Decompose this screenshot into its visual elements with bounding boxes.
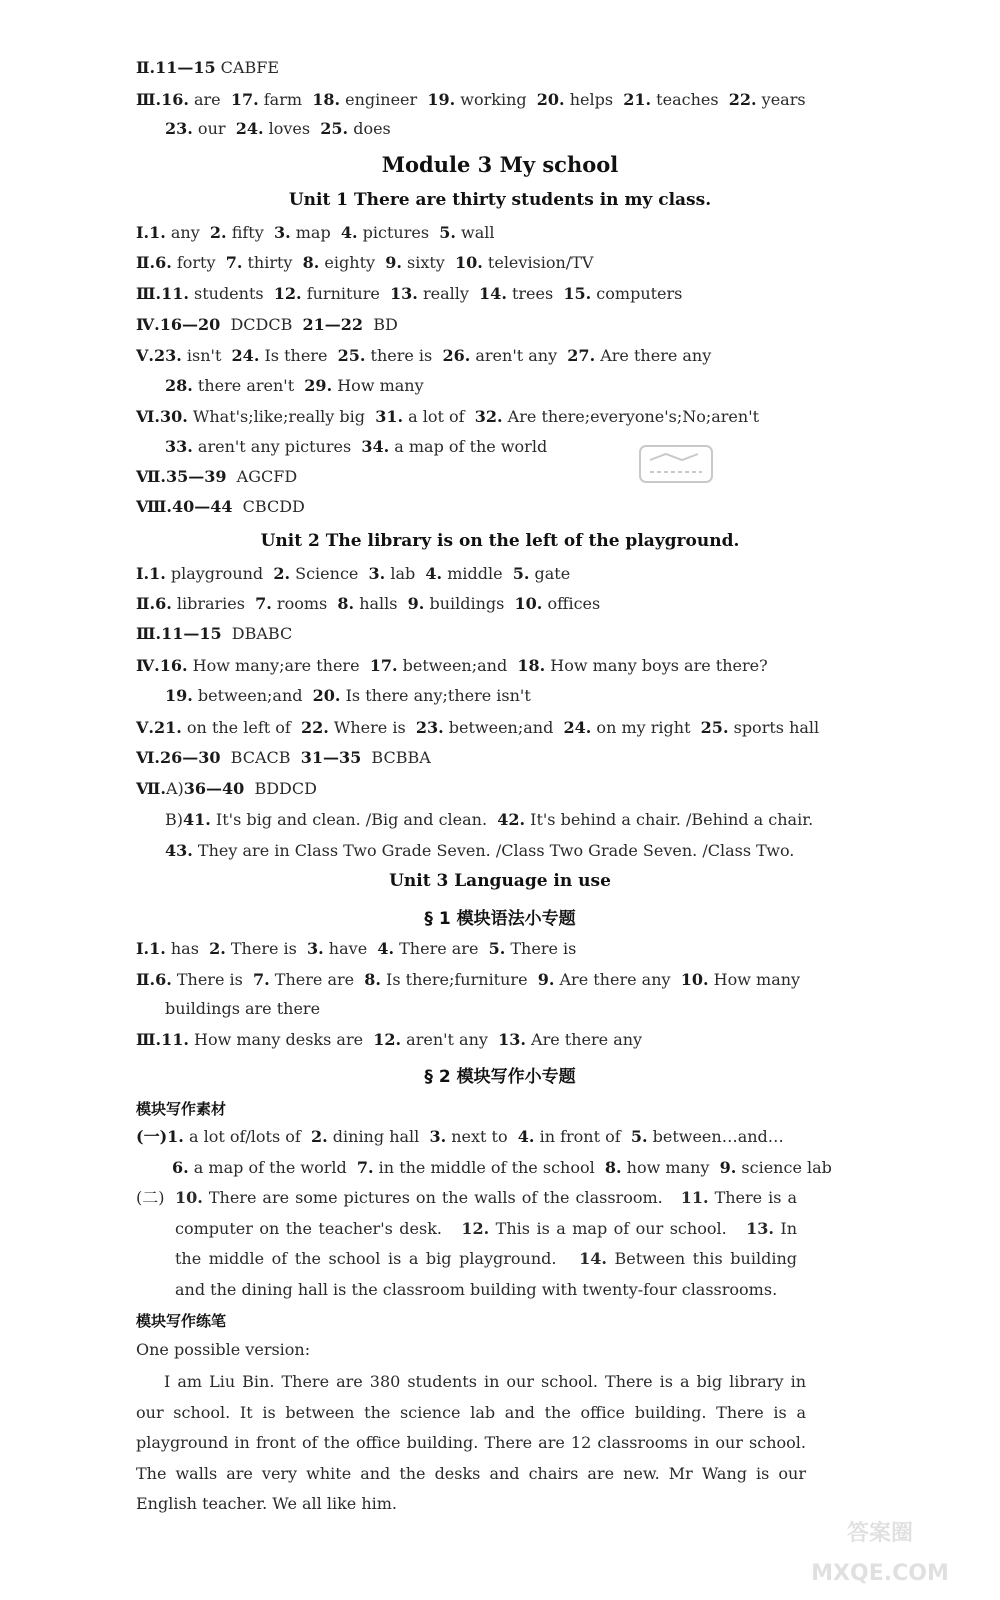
question-number: 4. bbox=[340, 223, 358, 242]
question-number: 26—30 bbox=[159, 748, 221, 767]
answer-text: playground bbox=[165, 564, 274, 583]
answer-line bbox=[136, 779, 317, 799]
question-number: 25. bbox=[700, 718, 729, 737]
answer-text: have bbox=[323, 939, 378, 958]
question-number: 30. bbox=[159, 407, 188, 426]
answer-text: halls bbox=[354, 594, 408, 613]
answer-text: aren't any bbox=[401, 1030, 499, 1049]
question-number: 23. bbox=[153, 346, 182, 365]
question-number: 36—40 bbox=[183, 779, 245, 798]
question-number: 17. bbox=[369, 656, 398, 675]
question-number: 23. bbox=[165, 119, 193, 138]
answer-text: Is there bbox=[259, 346, 338, 365]
section-numeral: Ⅱ. bbox=[136, 594, 156, 613]
section-numeral: (一) bbox=[136, 1127, 168, 1146]
question-number: 6. bbox=[155, 594, 172, 613]
answer-text: There are some pictures on the walls of the classroom. bbox=[202, 1188, 681, 1207]
module-title: Module 3 My school bbox=[381, 152, 619, 177]
section-numeral: Ⅶ. bbox=[136, 467, 166, 486]
question-number: 31—35 bbox=[300, 748, 362, 767]
answer-line bbox=[136, 939, 576, 959]
answer-text: pictures bbox=[357, 223, 440, 242]
answer-line bbox=[165, 841, 794, 861]
answer-line bbox=[136, 315, 398, 335]
answer-text: There is bbox=[171, 970, 253, 989]
answer-line bbox=[136, 748, 431, 768]
question-number: 19. bbox=[165, 686, 193, 705]
answer-text: helps bbox=[564, 90, 624, 109]
answer-text: Is there;furniture bbox=[380, 970, 538, 989]
question-number: 41. bbox=[183, 810, 211, 829]
answer-text: on the left of bbox=[181, 718, 301, 737]
question-number: 14. bbox=[479, 284, 507, 303]
answer-text: A) bbox=[165, 779, 184, 798]
question-number: 3. bbox=[429, 1127, 447, 1146]
question-number: 32. bbox=[474, 407, 503, 426]
question-number: 21—22 bbox=[302, 315, 364, 334]
answer-line bbox=[136, 58, 279, 78]
answer-line bbox=[165, 686, 531, 706]
answer-line bbox=[136, 346, 711, 366]
question-number: 18. bbox=[517, 656, 546, 675]
question-number: 40—44 bbox=[171, 497, 233, 516]
section-numeral: Ⅶ. bbox=[136, 779, 166, 798]
answer-text: has bbox=[165, 939, 210, 958]
question-number: 16—20 bbox=[159, 315, 221, 334]
answer-line bbox=[136, 284, 682, 304]
question-number: 8. bbox=[604, 1158, 622, 1177]
answer-text: CABFE bbox=[215, 58, 280, 77]
answer-line bbox=[136, 656, 768, 676]
question-number: 19. bbox=[427, 90, 456, 109]
answer-text: science lab bbox=[736, 1158, 832, 1177]
question-number: 34. bbox=[361, 437, 390, 456]
answer-text: BCACB bbox=[220, 748, 301, 767]
question-number: 16. bbox=[159, 656, 188, 675]
section2-title: § 2 模块写作小专题 bbox=[424, 1067, 576, 1087]
answer-text: buildings are there bbox=[165, 999, 321, 1018]
question-number: 2. bbox=[209, 939, 226, 958]
answer-text: students bbox=[188, 284, 274, 303]
question-number: 5. bbox=[630, 1127, 648, 1146]
question-number: 13. bbox=[498, 1030, 526, 1049]
answer-text: There is a computer on the teacher's desk. bbox=[175, 1188, 803, 1238]
answer-text: offices bbox=[542, 594, 601, 613]
question-number: 11—15 bbox=[161, 624, 222, 643]
question-number: 5. bbox=[512, 564, 530, 583]
answer-text: It's behind a chair. /Behind a chair. bbox=[525, 810, 814, 829]
answer-text: loves bbox=[263, 119, 321, 138]
question-number: 6. bbox=[172, 1158, 189, 1177]
answer-text: there is bbox=[365, 346, 443, 365]
question-number: 8. bbox=[337, 594, 355, 613]
question-number: 12. bbox=[461, 1218, 490, 1238]
question-number: 31. bbox=[375, 407, 404, 426]
answer-text: libraries bbox=[171, 594, 256, 613]
answer-line bbox=[165, 119, 391, 139]
question-number: 5. bbox=[439, 223, 456, 242]
question-number: 7. bbox=[255, 594, 272, 613]
answer-line bbox=[136, 223, 494, 243]
answer-text: BD bbox=[363, 315, 398, 334]
question-number: 4. bbox=[425, 564, 443, 583]
version-label: One possible version: bbox=[136, 1340, 311, 1359]
section-numeral: Ⅳ. bbox=[136, 315, 160, 334]
answer-text: Are there any bbox=[525, 1030, 643, 1049]
question-number: 9. bbox=[537, 970, 555, 989]
question-number: 10. bbox=[514, 594, 543, 613]
answer-text: between;and bbox=[192, 686, 313, 705]
question-number: 26. bbox=[442, 346, 471, 365]
answer-text: farm bbox=[258, 90, 313, 109]
answer-text: eighty bbox=[319, 253, 386, 272]
answer-text: How many boys are there? bbox=[545, 656, 768, 675]
question-number: 1. bbox=[149, 939, 166, 958]
section-numeral: Ⅰ. bbox=[136, 223, 150, 242]
question-number: 21. bbox=[623, 90, 652, 109]
answer-line bbox=[165, 999, 320, 1019]
question-number: 9. bbox=[385, 253, 402, 272]
section-numeral: Ⅱ. bbox=[136, 253, 156, 272]
question-number: 16. bbox=[161, 90, 189, 109]
answer-text: aren't any bbox=[470, 346, 568, 365]
answer-line bbox=[136, 718, 819, 738]
section-numeral: Ⅷ. bbox=[136, 497, 172, 516]
section-numeral: Ⅰ. bbox=[136, 564, 150, 583]
question-number: 29. bbox=[304, 376, 333, 395]
question-number: 6. bbox=[155, 253, 172, 272]
question-number: 11. bbox=[161, 284, 189, 303]
question-number: 24. bbox=[235, 119, 264, 138]
answer-text: Are there;everyone's;No;aren't bbox=[502, 407, 760, 426]
answer-text: There are bbox=[269, 970, 365, 989]
answer-text: how many bbox=[621, 1158, 720, 1177]
question-number: 12. bbox=[373, 1030, 402, 1049]
question-number: 18. bbox=[312, 90, 341, 109]
section1-title: § 1 模块语法小专题 bbox=[424, 909, 576, 929]
answer-text: They are in Class Two Grade Seven. /Class Two Grade Seven. /Class Two. bbox=[192, 841, 795, 860]
section-numeral: Ⅲ. bbox=[136, 624, 162, 643]
section-numeral: Ⅰ. bbox=[136, 939, 150, 958]
question-number: 7. bbox=[225, 253, 243, 272]
unit2-title: Unit 2 The library is on the left of the playground. bbox=[260, 531, 740, 551]
unit3-title: Unit 3 Language in use bbox=[389, 871, 611, 891]
answer-text: Between this building and the dining hall is the classroom building with twenty-four classrooms. bbox=[175, 1249, 803, 1299]
answer-text: sports hall bbox=[728, 718, 820, 737]
answer-text: any bbox=[165, 223, 210, 242]
watermark-logo-text: 答案圈 bbox=[846, 1521, 914, 1546]
question-number: 15. bbox=[563, 284, 592, 303]
question-number: 4. bbox=[517, 1127, 535, 1146]
answer-text: DBABC bbox=[221, 624, 293, 643]
answer-text: It's big and clean. /Big and clean. bbox=[210, 810, 498, 829]
question-number: 43. bbox=[165, 841, 193, 860]
question-number: 13. bbox=[390, 284, 418, 303]
answer-text: aren't any pictures bbox=[192, 437, 362, 456]
question-number: 11—15 bbox=[155, 58, 216, 77]
answer-text: Are there any bbox=[595, 346, 712, 365]
practice-heading: 模块写作练笔 bbox=[136, 1312, 227, 1330]
question-number: 27. bbox=[567, 346, 596, 365]
answer-text: middle bbox=[442, 564, 513, 583]
answer-text: lab bbox=[385, 564, 426, 583]
answer-text: really bbox=[417, 284, 480, 303]
answer-text: engineer bbox=[340, 90, 428, 109]
question-number: 24. bbox=[563, 718, 592, 737]
answer-line bbox=[136, 467, 297, 487]
answer-text: our bbox=[192, 119, 236, 138]
answer-text: on my right bbox=[591, 718, 701, 737]
question-number: 8. bbox=[364, 970, 381, 989]
answer-text: How many bbox=[708, 970, 801, 989]
answer-text: television/TV bbox=[482, 253, 594, 272]
essay-text: I am Liu Bin. There are 380 students in our school. There is a big library in our school. It is between the science lab and the office building. There is a playground in front of the office building. There are 12 classrooms in our school. The walls are very white and the desks and chairs are new. Mr Wang is our English teacher. We all like him. bbox=[136, 1372, 806, 1513]
answer-text: a lot of bbox=[403, 407, 475, 426]
answer-text: How many desks are bbox=[188, 1030, 374, 1049]
answer-line bbox=[165, 376, 424, 396]
question-number: 2. bbox=[310, 1127, 328, 1146]
answer-text: gate bbox=[529, 564, 571, 583]
answer-text: Are there any bbox=[554, 970, 681, 989]
question-number: 20. bbox=[312, 686, 341, 705]
answer-text: next to bbox=[446, 1127, 518, 1146]
answer-text: There is bbox=[225, 939, 308, 958]
section-numeral: Ⅲ. bbox=[136, 1030, 162, 1049]
answer-text: in the middle of the school bbox=[373, 1158, 605, 1177]
answer-line bbox=[136, 253, 593, 273]
material-paragraph bbox=[175, 1183, 803, 1305]
question-number: 11. bbox=[680, 1188, 709, 1207]
answer-text: years bbox=[756, 90, 806, 109]
answer-text: There is bbox=[505, 939, 577, 958]
question-number: 22. bbox=[300, 718, 329, 737]
question-number: 25. bbox=[320, 119, 349, 138]
answer-text: map bbox=[290, 223, 341, 242]
material-para-label: (二) bbox=[136, 1188, 165, 1207]
answer-text: BDDCD bbox=[244, 779, 317, 798]
answer-line bbox=[136, 1127, 784, 1147]
answer-text: buildings bbox=[424, 594, 515, 613]
answer-text: a map of the world bbox=[188, 1158, 357, 1177]
answer-text: isn't bbox=[181, 346, 232, 365]
question-number: 33. bbox=[165, 437, 193, 456]
answer-text: This is a map of our school. bbox=[489, 1218, 747, 1238]
question-number: 17. bbox=[230, 90, 259, 109]
question-number: 3. bbox=[273, 223, 291, 242]
answer-text: thirty bbox=[242, 253, 303, 272]
answer-text: a map of the world bbox=[389, 437, 548, 456]
answer-text: between…and… bbox=[647, 1127, 784, 1146]
question-number: 12. bbox=[273, 284, 302, 303]
answer-text: in front of bbox=[534, 1127, 631, 1146]
section-numeral: Ⅵ. bbox=[136, 407, 160, 426]
answer-text: dining hall bbox=[327, 1127, 430, 1146]
section-numeral: Ⅱ. bbox=[136, 58, 156, 77]
section-numeral: Ⅲ. bbox=[136, 90, 162, 109]
answer-text: sixty bbox=[401, 253, 455, 272]
question-number: 8. bbox=[302, 253, 320, 272]
watermark-text: MXQE.COM bbox=[811, 1561, 949, 1586]
answer-text: fifty bbox=[226, 223, 274, 242]
question-number: 10. bbox=[175, 1188, 203, 1207]
question-number: 1. bbox=[149, 223, 166, 242]
answer-line bbox=[136, 407, 759, 427]
section-numeral: Ⅴ. bbox=[136, 718, 154, 737]
section-numeral: Ⅳ. bbox=[136, 656, 160, 675]
question-number: 5. bbox=[488, 939, 506, 958]
answer-text: B) bbox=[165, 810, 183, 829]
answer-text: teaches bbox=[651, 90, 729, 109]
watermark-logo-icon bbox=[780, 1502, 980, 1592]
answer-text: How many bbox=[332, 376, 424, 395]
question-number: 7. bbox=[253, 970, 270, 989]
question-number: 28. bbox=[165, 376, 193, 395]
answer-text: trees bbox=[506, 284, 564, 303]
answer-text: a lot of/lots of bbox=[183, 1127, 311, 1146]
answer-line bbox=[136, 564, 570, 584]
question-number: 23. bbox=[415, 718, 444, 737]
question-number: 10. bbox=[680, 970, 709, 989]
section-numeral: Ⅱ. bbox=[136, 970, 156, 989]
answer-text: BCBBA bbox=[361, 748, 431, 767]
question-number: 42. bbox=[497, 810, 526, 829]
answer-text: are bbox=[188, 90, 231, 109]
section-numeral: Ⅴ. bbox=[136, 346, 154, 365]
question-number: 24. bbox=[231, 346, 260, 365]
answer-line bbox=[136, 594, 600, 614]
answer-line bbox=[136, 1030, 642, 1050]
answer-text: Science bbox=[290, 564, 369, 583]
question-number: 3. bbox=[368, 564, 386, 583]
section-numeral: Ⅵ. bbox=[136, 748, 160, 767]
answer-text: DCDCB bbox=[220, 315, 303, 334]
answer-line bbox=[165, 437, 547, 457]
material-heading: 模块写作素材 bbox=[136, 1100, 227, 1118]
answer-text: What's;like;really big bbox=[187, 407, 376, 426]
question-number: 3. bbox=[307, 939, 324, 958]
answer-text: In the middle of the school is a big playground. bbox=[175, 1218, 803, 1268]
question-number: 20. bbox=[536, 90, 565, 109]
question-number: 35—39 bbox=[165, 467, 227, 486]
question-number: 10. bbox=[454, 253, 483, 272]
answer-text: between;and bbox=[443, 718, 564, 737]
answer-text: CBCDD bbox=[232, 497, 305, 516]
answer-text: forty bbox=[171, 253, 226, 272]
question-number: 6. bbox=[155, 970, 172, 989]
answer-text: There are bbox=[394, 939, 489, 958]
question-number: 1. bbox=[167, 1127, 184, 1146]
unit1-title: Unit 1 There are thirty students in my class. bbox=[288, 190, 712, 210]
question-number: 13. bbox=[746, 1218, 774, 1238]
answer-text: AGCFD bbox=[226, 467, 298, 486]
question-number: 21. bbox=[153, 718, 182, 737]
question-number: 14. bbox=[579, 1249, 607, 1268]
answer-text: working bbox=[455, 90, 537, 109]
question-number: 25. bbox=[337, 346, 366, 365]
question-number: 9. bbox=[407, 594, 425, 613]
question-number: 2. bbox=[273, 564, 291, 583]
answer-line bbox=[136, 624, 292, 644]
answer-line bbox=[136, 497, 305, 517]
question-number: 9. bbox=[719, 1158, 737, 1177]
question-number: 22. bbox=[728, 90, 757, 109]
question-number: 2. bbox=[209, 223, 227, 242]
answer-text: How many;are there bbox=[187, 656, 370, 675]
question-number: 11. bbox=[161, 1030, 189, 1049]
answer-text: there aren't bbox=[192, 376, 305, 395]
answer-line bbox=[136, 90, 806, 110]
question-number: 4. bbox=[377, 939, 395, 958]
question-number: 7. bbox=[356, 1158, 374, 1177]
answer-text: computers bbox=[591, 284, 683, 303]
answer-text: furniture bbox=[301, 284, 391, 303]
answer-text: wall bbox=[455, 223, 495, 242]
answer-line bbox=[165, 810, 813, 830]
answer-text: Where is bbox=[328, 718, 416, 737]
answer-text: between;and bbox=[397, 656, 518, 675]
answer-line bbox=[172, 1158, 832, 1178]
question-number: 1. bbox=[149, 564, 166, 583]
answer-text: does bbox=[348, 119, 391, 138]
answer-text: rooms bbox=[271, 594, 338, 613]
answer-text: Is there any;there isn't bbox=[340, 686, 531, 705]
answer-line bbox=[136, 970, 800, 990]
section-numeral: Ⅲ. bbox=[136, 284, 162, 303]
stamp-icon bbox=[636, 440, 716, 488]
